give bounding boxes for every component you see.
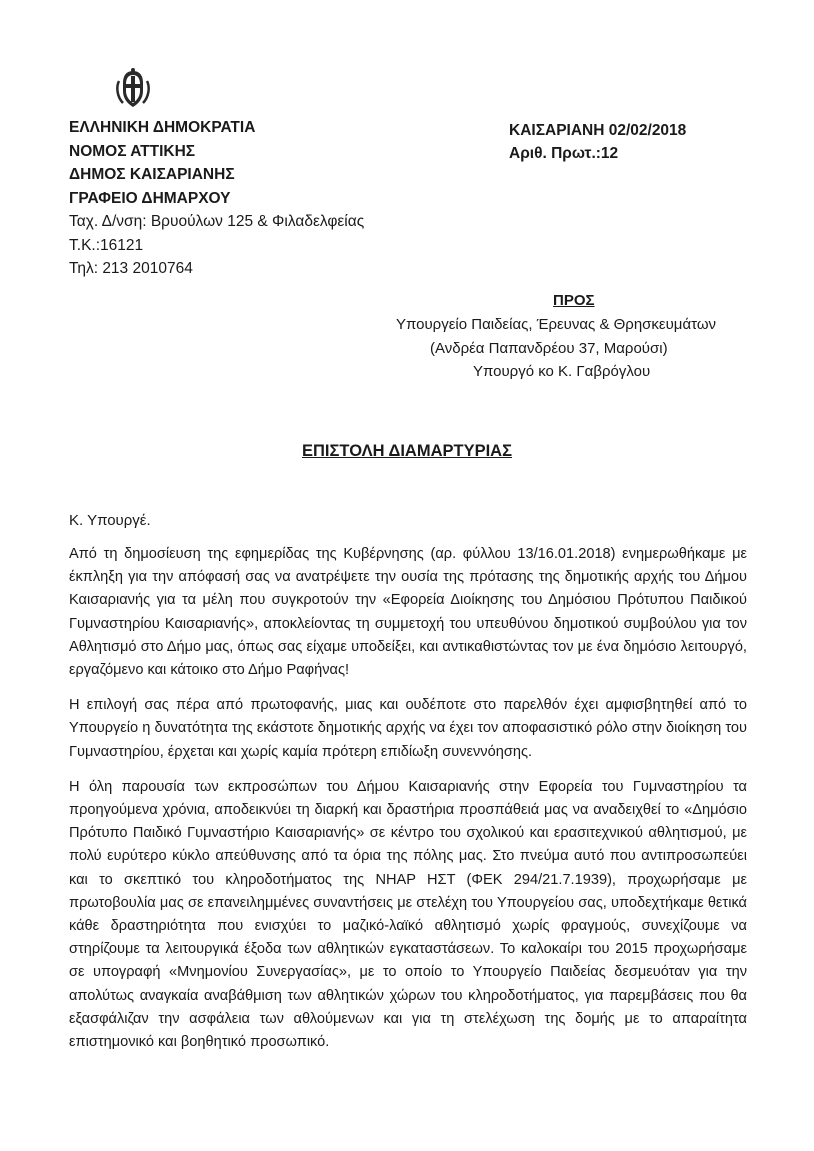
sender-postal-code: Τ.Κ.:16121	[69, 236, 144, 254]
date-protocol-block	[509, 119, 686, 165]
place-date: ΚΑΙΣΑΡΙΑΝΗ 02/02/2018	[509, 122, 687, 139]
body-paragraph: Η όλη παρουσία των εκπροσώπων του Δήμου Καισαριανής στην Εφορεία του Γυμναστηρίου τα προηγούμενα χρόνια, αποδεικνύει τη διαρκή και δραστήρια προσπάθειά μας να αναδειχθεί το «Δημόσιο Πρότυπο Παιδικό Γυμναστήριο Καισαριανής» σε κέντρο του σχολικού και ερασιτεχνικού αθλητισμού, με πολύ ευρύτερο κύκλο απεύθυνσης από τα όρια της πόλης μας. Στο πνεύμα αυτό που αντιπροσωπεύει και το σκεπτικό του κληροδοτήματος της ΝΗΑΡ ΗΣΤ (ΦΕΚ 294/21.7.1939), προχωρήσαμε με πρωτοβουλία μας σε επανειλημμένες συναντήσεις με στελέχη του Υπουργείου σας, υποδεχτήκαμε θετικά κάθε δραστηριότητα που ενισχύει το μαζικό-λαϊκό αθλητισμό χωρίς φραγμούς, συνεχίζουμε να στηρίζουμε τα λειτουργικά έξοδα των αθλητικών εγκαταστάσεων. Το καλοκαίρι του 2015 προχωρήσαμε σε υπογραφή «Μνημονίου Συνεργασίας», με το οποίο το Υπουργείο Παιδείας δεσμευόταν για την απολύτως αναγκαία αναβάθμιση των αθλητικών χώρων του κληροδοτήματος, για παρεμβάσεις που θα εξασφάλιζαν την ασφάλεια των αθλούμενων και για τη στελέχωση της δομής με το απαραίτητα επιστημονικό και βοηθητικό προσωπικό.	[69, 778, 747, 1051]
recipient-person: Υπουργό κο Κ. Γαβρόγλου	[473, 363, 651, 380]
org-line-prefecture: ΝΟΜΟΣ ΑΤΤΙΚΗΣ	[69, 142, 196, 160]
org-line-municipality: ΔΗΜΟΣ ΚΑΙΣΑΡΙΑΝΗΣ	[69, 166, 235, 183]
body-paragraph: Η επιλογή σας πέρα από πρωτοφανής, μιας και ουδέποτε στο παρελθόν έχει αμφισβητηθεί από το Υπουργείο η δυνατότητα της εκάστοτε δημοτικής αρχής να έχει τον αποφασιστικό ρόλο στην διοίκηση του Γυμναστηρίου, έρχεται και χωρίς καμία πρότερη επιδίωξη συνεννόησης.	[69, 697, 747, 760]
org-line-republic: ΕΛΛΗΝΙΚΗ ΔΗΜΟΚΡΑΤΙΑ	[69, 119, 256, 136]
org-line-office: ΓΡΑΦΕΙΟ ΔΗΜΑΡΧΟΥ	[69, 189, 231, 207]
sender-phone: Τηλ: 213 2010764	[69, 260, 193, 277]
salutation: Κ. Υπουργέ.	[69, 512, 151, 529]
sender-block	[69, 116, 364, 281]
recipient-label: ΠΡΟΣ	[553, 292, 595, 309]
body-paragraph: Από τη δημοσίευση της εφημερίδας της Κυβέρνησης (αρ. φύλλου 13/16.01.2018) ενημερωθήκαμε με έκπληξη για την απόφασή σας να ανατρέψετε την ουσία της πρότασης της δημοτικής αρχής του Δήμου Καισαριανής για τα μέλη που συγκροτούν την «Εφορεία Διοίκησης του Δημόσιου Πρότυπου Παιδικού Γυμναστηρίου Καισαριανής», αποκλείοντας τη συμμετοχή του υπευθύνου δημοτικού συμβούλου για τον Αθλητισμό στο Δήμο μας, όπως σας είχαμε υποδείξει, και αντικαθιστώντας τον με ένα δημόσιο λειτουργό, εργαζόμενο και κάτοικο στο Δήμο Ραφήνας!	[69, 546, 747, 679]
protocol-number: Αριθ. Πρωτ.:12	[509, 145, 619, 162]
letter-body	[69, 543, 747, 1066]
recipient-ministry: Υπουργείο Παιδείας, Έρευνας & Θρησκευμάτων	[396, 316, 717, 333]
sender-address: Ταχ. Δ/νση: Βρυούλων 125 & Φιλαδελφείας	[69, 213, 365, 230]
letter-title: ΕΠΙΣΤΟΛΗ ΔΙΑΜΑΡΤΥΡΙΑΣ	[302, 442, 512, 460]
recipient-address: (Ανδρέα Παπανδρέου 37, Μαρούσι)	[430, 340, 668, 357]
coat-of-arms-emblem-icon	[113, 67, 153, 109]
